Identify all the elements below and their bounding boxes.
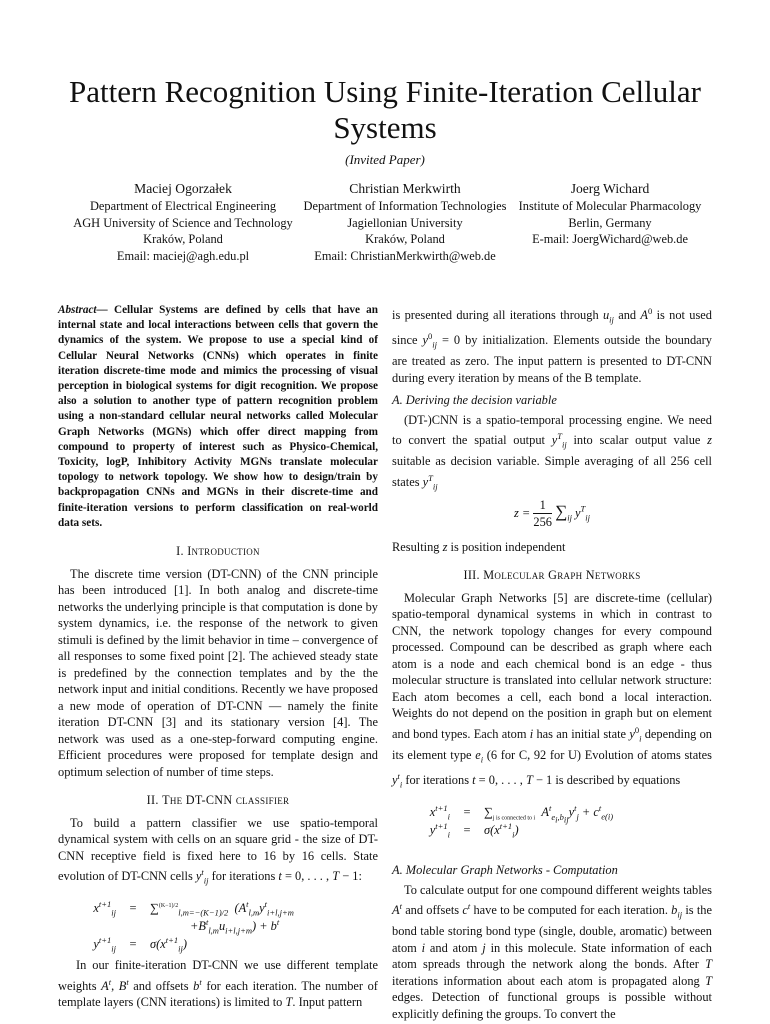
author-affiliation: Jagiellonian University [347,215,463,230]
author-location: Berlin, Germany [568,215,652,230]
author-name: Christian Merkwirth [349,181,461,196]
subsection-heading-mgn-computation: A. Molecular Graph Networks - Computation [392,863,618,878]
section-heading-introduction: I. Introduction [176,544,260,559]
paragraph: (DT-)CNN is a spatio-temporal processing engine. We need to convert the spatial output $y^T_{ij}$ into scalar output value z suitable as decision variable. Simple averaging of all 256 cell states $y^T_{ij}$ [392,412,712,492]
paragraph: To calculate output for one compound different weights tables $A^t$ and offsets $c^t$ have to be computed for each iteration. $b_{ij}$ is the bond table storing bond type (single, double, aromatic) between atom i and atom j in this molecule. State information of each atom spreads through the network along the bonds. After T iterations information about each atom is propagated along T edges. Detection of functional groups is possible without explicitly defining the groups. To convert the [392,882,713,1021]
section-heading-mgn: III. Molecular Graph Networks [463,568,641,583]
author-block-3 [510,180,710,248]
author-block-2 [290,180,520,264]
left-column [58,303,378,1011]
author-email: Email: ChristianMerkwirth@web.de [314,248,496,263]
author-affiliation: Department of Information Technologies [303,199,507,213]
paragraph: Resulting z is position independent [392,539,566,554]
author-affiliation: AGH University of Science and Technology [73,215,293,230]
author-email: E-mail: JoergWichard@web.de [532,232,688,246]
paper-note: (Invited Paper) [345,152,425,167]
equation-average: z = $\frac{1}{256}$ $\sum_{ij}$ $y^T_{ij}$ [513,497,591,530]
equation-dtcnn: $x^{t+1}_{ij}$ = ∑$^{(K-1)/2}_{l,m=-(K-1)/2}$ ($A^t_{l,m}y^t_{i+l,j+m}$ $+B^t_{l,m}u_{i+l,j+m}) + b^t$ $y^{t+1}_{ij}$ = $\sigma(x^{t+1}_{ij})$ [93,899,294,954]
author-affiliation: Institute of Molecular Pharmacology [518,199,702,213]
author-location: Kraków, Poland [365,232,445,246]
subsection-heading-decision: A. Deriving the decision variable [392,393,557,408]
paragraph: is presented during all iterations through $u_{ij}$ and $A^0$ is not used since $y^0_{ij} = 0$ by initialization. Elements outside the boundary are treated as zero. The input pattern is presented to DT-CNN during every iteration by means of the B template. [392,306,712,385]
author-email: Email: maciej@agh.edu.pl [116,248,250,263]
abstract [58,303,378,531]
equation-mgn: $x^{t+1}_i$ = $\sum_{j is connected to i}$ $A^t_{e_i,b_{ij}}y^t_j + c^t_{e(i)}$ $y^{t+1}_i$ = $\sigma(x^{t+1}_i)$ [429,803,614,840]
author-affiliation: Department of Electrical Engineering [89,199,277,213]
paragraph: To build a pattern classifier we use spatio-temporal dynamical system with cells on an square grid - the size of DT-CNN receptive field is fixed here to 16 by 16 cells. State evolution of DT-CNN cells $y^t_{ij}$ for iterations t = 0, . . . , T − 1: [58,815,378,886]
paragraph: The discrete time version (DT-CNN) of the CNN principle has been introduced [1]. In both analog and discrete-time networks the underlying principle is that computation is done by system dynamics, i.e. the response of the network to given stimuli is defined by the limit behavior in time – convergence of all responses to some fixed point [2]. The achieved steady state is predefined by the connection templates and by the the network input and initial conditions. Recently we have proposed a new mode of operation of DT-CNN — namely the finite iteration DT-CNN [3] and its stationary version [4]. The network was used as a one-step-forward computing engine. Efficient procedures were proposed for template design and optimum selection of number of time steps. [58,566,378,779]
right-column [392,303,712,1022]
author-block-1 [58,180,308,264]
author-name: Joerg Wichard [570,181,650,196]
author-location: Kraków, Poland [143,232,223,246]
paragraph: In our finite-iteration DT-CNN we use different template weights $A^t$, $B^t$ and offsets $b^t$ for each iteration. The number of template layers (CNN iterations) is limited to T. Input pattern [58,958,378,1010]
abstract-lead: Abstract— [58,304,108,316]
section-heading-classifier: II. The DT-CNN classifier [146,793,290,808]
author-name: Maciej Ogorzałek [134,181,232,196]
paragraph: Molecular Graph Networks [5] are discrete-time (cellular) spatio-temporal dynamical systems in which in contrast to CNN, the network topology changes for every compound processed. Compound can be described as graph where each atom is a node and each chemical bond is an edge - thus molecular structure is translated into cellular network structure: Each atom becomes a cell, each bond a local interaction. Weights do not depend on the position in graph but on element and bond types. Each atom i has an initial state $y^0_i$ depending on its element type $e_i$ (6 for C, 92 for U) Evolution of atoms states $y^t_i$ for iterations t = 0, . . . , T − 1 is described by equations [392,590,712,790]
paper-title: Pattern Recognition Using Finite-Iteration Cellular Systems [69,74,701,145]
abstract-text: Cellular Systems are defined by cells that have an internal state and local interactions between cells that govern the dynamics of the system. We propose to use a special kind of Cellular Neural Networks (CNNs) which operates in finite iteration discrete-time mode and mimics the processing of visual perception in biological systems for digit recognition. We propose also a solution to another type of pattern recognition problem using a non-standard cellular neural networks called Molecular Graph Networks (MGNs) which offer direct mapping from compound to property of interest such as Physico-Chemical, Toxicity, logP, Inhibitory Activity MGNs translate molecular topology to network topology. We show how to design/train by backpropagation CNNs and MGNs in their discrete-time and finite-iteration versions to perform classification on real-world data sets. [58,304,378,529]
